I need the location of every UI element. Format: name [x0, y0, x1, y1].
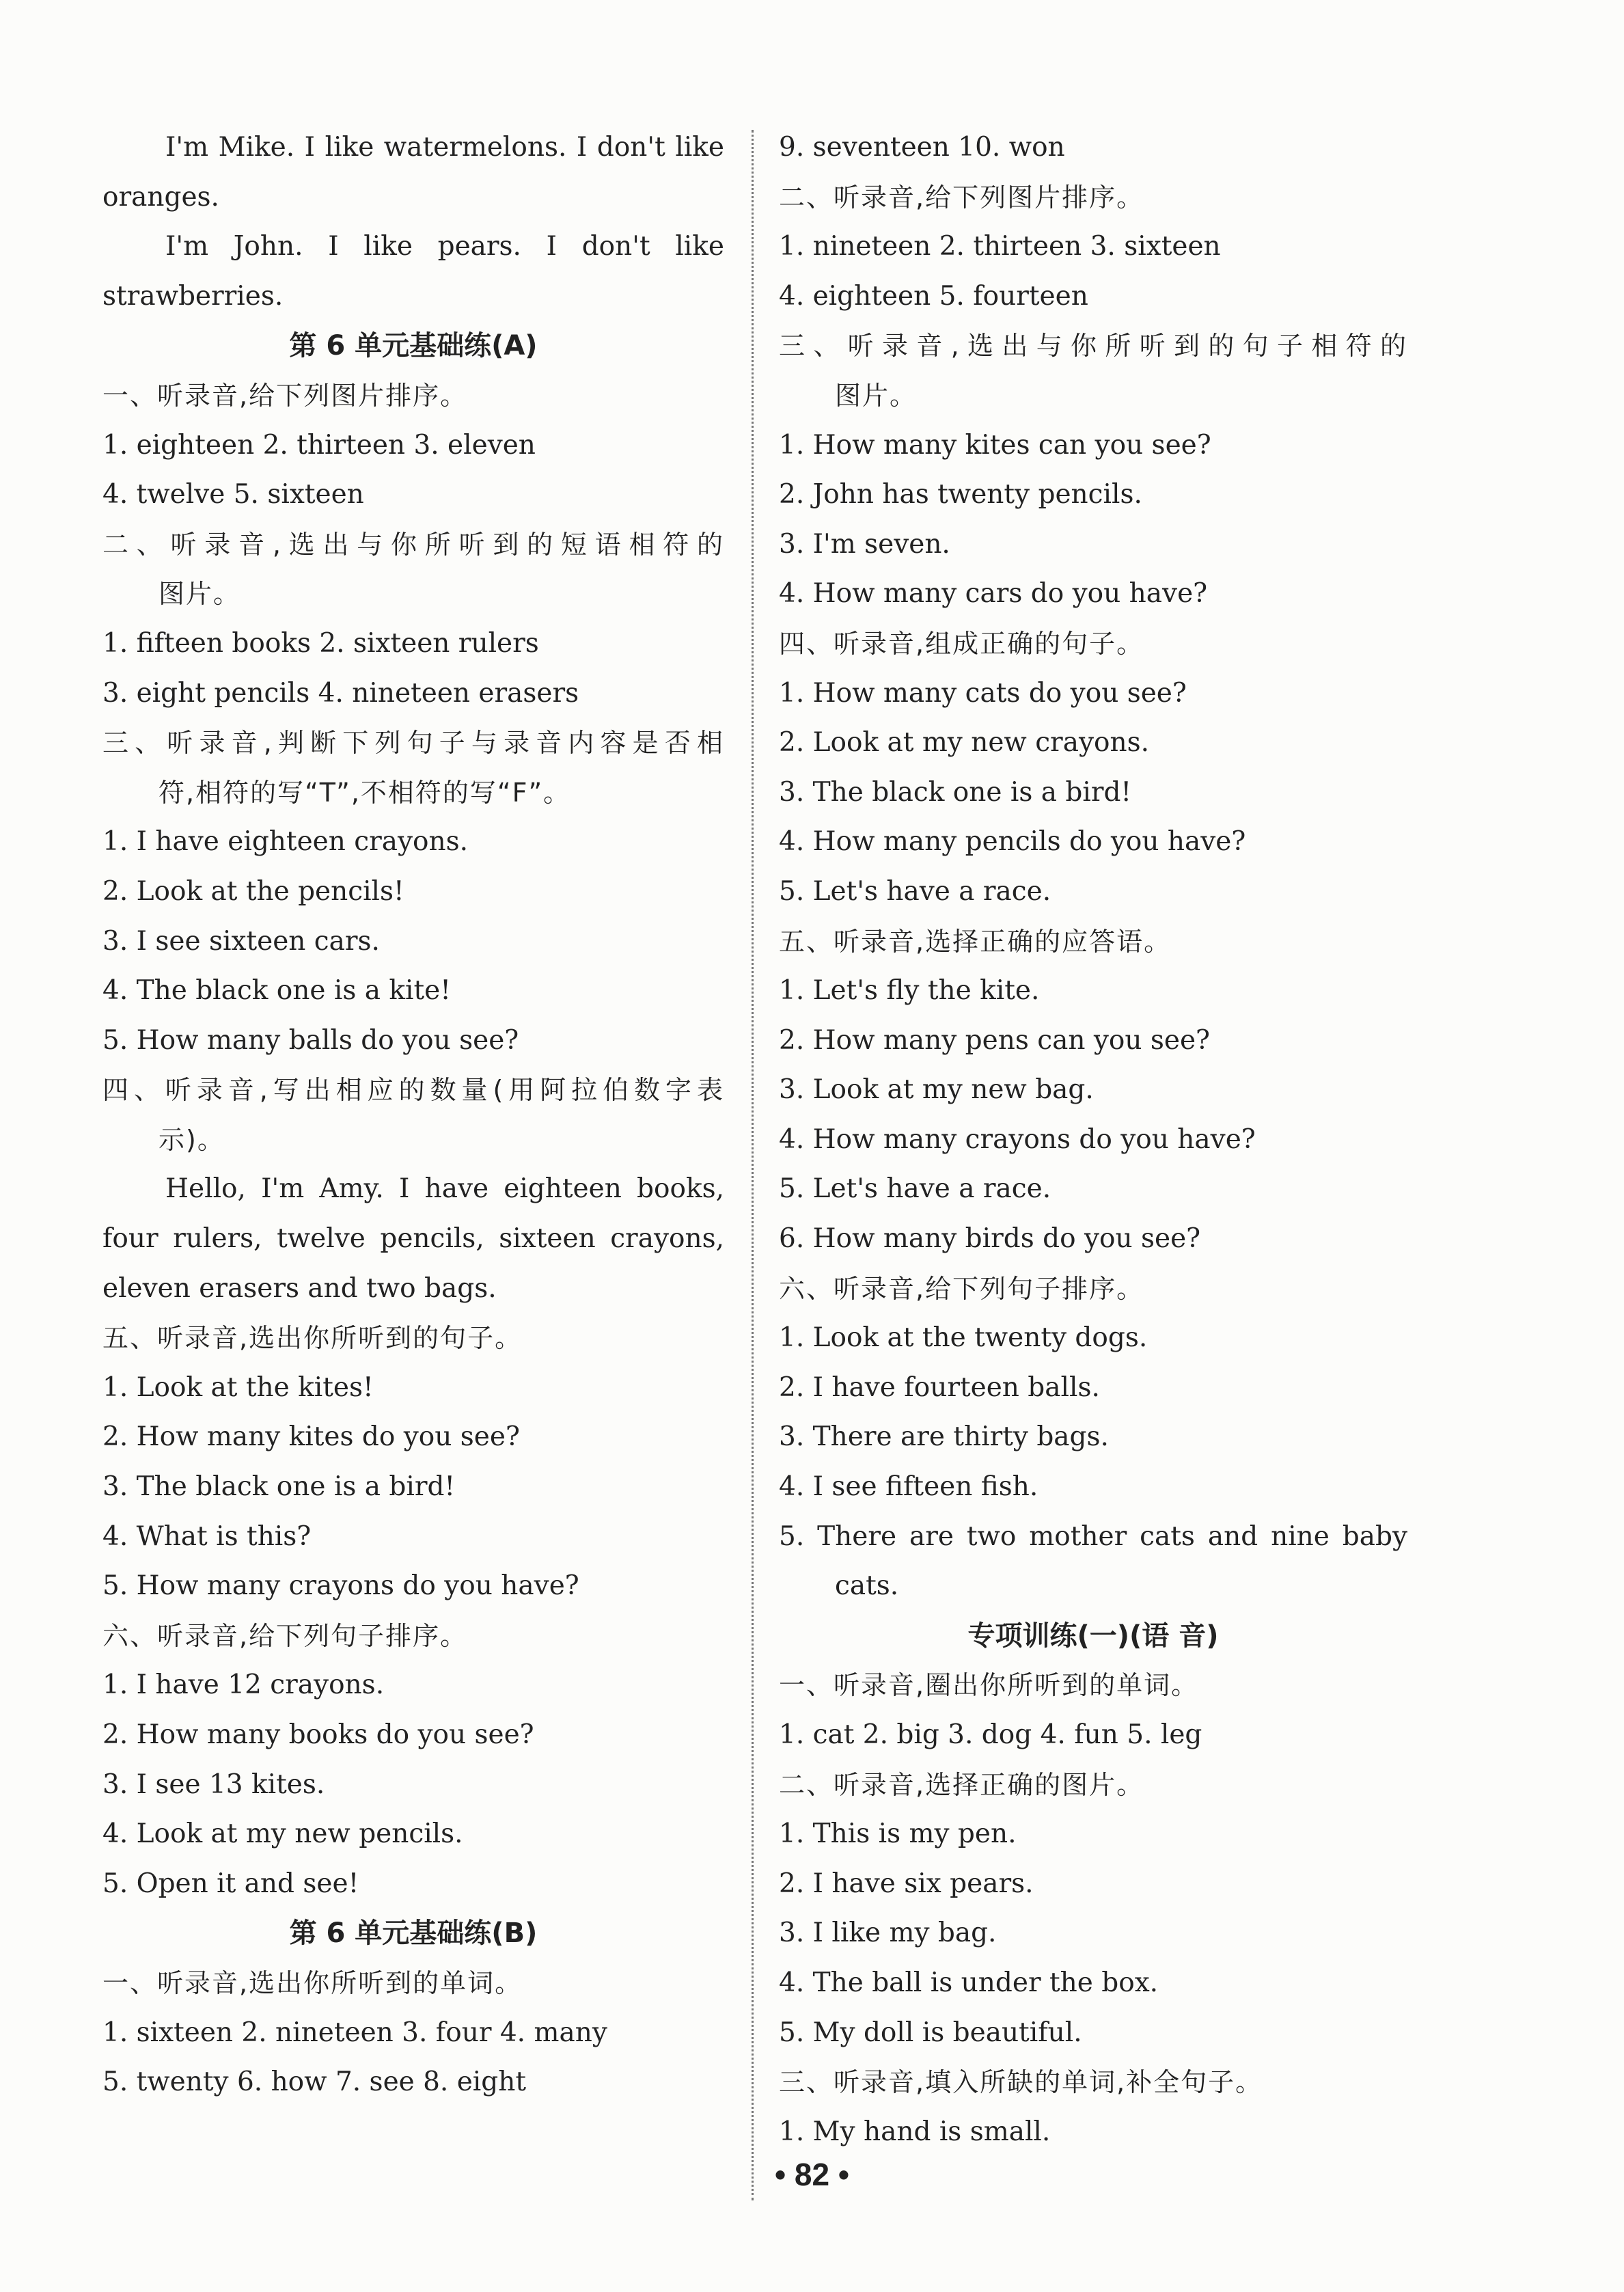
right-column: [779, 123, 1407, 2157]
text-line: 4. The ball is under the box.: [779, 1967, 1159, 1998]
text-line: 3. The black one is a bird!: [102, 1471, 456, 1503]
text-line: 4. The black one is a kite!: [102, 975, 451, 1007]
text-line: 1. I have eighteen crayons.: [102, 826, 469, 858]
text-line: Hello, I'm Amy. I have eighteen books,: [165, 1173, 724, 1205]
text-line: oranges.: [102, 181, 219, 213]
section-title: 第 6 单元基础练(A): [289, 330, 538, 362]
section-title: 专项训练(一)(语 音): [967, 1620, 1219, 1652]
text-line: 4. I see fifteen fish.: [779, 1471, 1038, 1503]
exercise-heading: 六、听录音,给下列句子排序。: [102, 1620, 468, 1651]
text-line: 3. I'm seven.: [779, 528, 950, 560]
text-line: 3. I see 13 kites.: [102, 1769, 325, 1800]
text-line: 3. I see sixteen cars.: [102, 925, 380, 957]
text-line: 4. How many pencils do you have?: [779, 826, 1246, 858]
exercise-heading: 三、听录音,填入所缺的单词,补全句子。: [779, 2067, 1263, 2098]
text-line: 5. twenty 6. how 7. see 8. eight: [102, 2066, 527, 2098]
text-line: 1. eighteen 2. thirteen 3. eleven: [102, 429, 536, 461]
text-line: 4. What is this?: [102, 1520, 312, 1552]
exercise-heading: 二、听录音,选择正确的图片。: [779, 1769, 1144, 1800]
text-line: 3. eight pencils 4. nineteen erasers: [102, 677, 579, 709]
section-title: 第 6 单元基础练(B): [289, 1918, 538, 1950]
text-line: 4. Look at my new pencils.: [102, 1818, 463, 1850]
text-line: 5. My doll is beautiful.: [779, 2017, 1082, 2048]
text-line: 5. How many crayons do you have?: [102, 1570, 579, 1602]
text-line: 1. Look at the kites!: [102, 1372, 374, 1403]
text-line: 2. Look at the pencils!: [102, 875, 404, 907]
text-line: 2. How many kites do you see?: [102, 1421, 520, 1453]
exercise-heading: 图片。: [835, 380, 918, 411]
exercise-heading: 二、听录音,选出与你所听到的短语相符的: [102, 529, 724, 560]
exercise-heading: 符,相符的写“T”,不相符的写“F”。: [159, 777, 571, 808]
text-line: 3. Look at my new bag.: [779, 1074, 1094, 1106]
text-line: 3. The black one is a bird!: [779, 776, 1132, 808]
text-line: 5. Let's have a race.: [779, 875, 1051, 907]
text-line: 6. How many birds do you see?: [779, 1223, 1201, 1255]
text-line: 2. John has twenty pencils.: [779, 479, 1142, 510]
text-line: four rulers, twelve pencils, sixteen crayons,: [102, 1223, 724, 1255]
text-line: 5. How many balls do you see?: [102, 1024, 519, 1056]
text-line: 1. How many kites can you see?: [779, 429, 1211, 461]
text-line: I'm Mike. I like watermelons. I don't like: [165, 132, 724, 163]
exercise-heading: 一、听录音,圈出你所听到的单词。: [779, 1670, 1199, 1701]
text-line: 4. eighteen 5. fourteen: [779, 280, 1088, 312]
exercise-heading: 三、听录音,选出与你所听到的句子相符的: [779, 331, 1407, 361]
exercise-heading: 四、听录音,组成正确的句子。: [779, 628, 1144, 659]
text-line: 1. Let's fly the kite.: [779, 975, 1040, 1007]
exercise-heading: 六、听录音,给下列句子排序。: [779, 1273, 1144, 1304]
exercise-heading: 三、听录音,判断下列句子与录音内容是否相: [102, 728, 724, 759]
text-line: 5. Let's have a race.: [779, 1173, 1051, 1205]
exercise-heading: 五、听录音,选出你所听到的句子。: [102, 1323, 523, 1354]
text-line: 5. There are two mother cats and nine baby: [779, 1520, 1407, 1552]
text-line: 1. nineteen 2. thirteen 3. sixteen: [779, 231, 1221, 262]
exercise-heading: 二、听录音,给下列图片排序。: [779, 182, 1144, 213]
exercise-heading: 一、听录音,给下列图片排序。: [102, 380, 468, 411]
exercise-heading: 图片。: [159, 579, 241, 610]
text-line: eleven erasers and two bags.: [102, 1272, 497, 1304]
text-line: cats.: [835, 1570, 899, 1602]
text-line: 1. This is my pen.: [779, 1818, 1017, 1850]
text-line: 2. How many pens can you see?: [779, 1024, 1210, 1056]
text-line: 1. cat 2. big 3. dog 4. fun 5. leg: [779, 1719, 1202, 1750]
text-line: 1. My hand is small.: [779, 2116, 1051, 2147]
text-line: 1. fifteen books 2. sixteen rulers: [102, 627, 539, 659]
text-line: 2. How many books do you see?: [102, 1719, 534, 1750]
column-divider: [752, 130, 754, 2200]
text-line: 1. How many cats do you see?: [779, 677, 1187, 709]
exercise-heading: 示)。: [159, 1124, 225, 1155]
exercise-heading: 一、听录音,选出你所听到的单词。: [102, 1967, 523, 1998]
text-line: 4. How many crayons do you have?: [779, 1123, 1256, 1155]
page-number: • 82 •: [775, 2157, 849, 2192]
text-line: 3. I like my bag.: [779, 1918, 997, 1949]
text-line: 4. How many cars do you have?: [779, 578, 1208, 610]
exercise-heading: 四、听录音,写出相应的数量(用阿拉伯数字表: [102, 1075, 724, 1106]
text-line: 2. Look at my new crayons.: [779, 727, 1149, 759]
text-line: 5. Open it and see!: [102, 1868, 359, 1899]
text-line: 1. sixteen 2. nineteen 3. four 4. many: [102, 2017, 607, 2048]
exercise-heading: 五、听录音,选择正确的应答语。: [779, 926, 1172, 957]
text-line: 1. I have 12 crayons.: [102, 1669, 385, 1701]
text-line: 2. I have six pears.: [779, 1868, 1034, 1899]
text-line: I'm John. I like pears. I don't like: [165, 231, 724, 262]
text-line: 4. twelve 5. sixteen: [102, 479, 364, 510]
text-line: 3. There are thirty bags.: [779, 1421, 1109, 1453]
text-line: strawberries.: [102, 280, 284, 312]
left-column: [102, 123, 724, 2107]
text-line: 9. seventeen 10. won: [779, 132, 1065, 163]
text-line: 1. Look at the twenty dogs.: [779, 1322, 1148, 1354]
text-line: 2. I have fourteen balls.: [779, 1372, 1100, 1403]
